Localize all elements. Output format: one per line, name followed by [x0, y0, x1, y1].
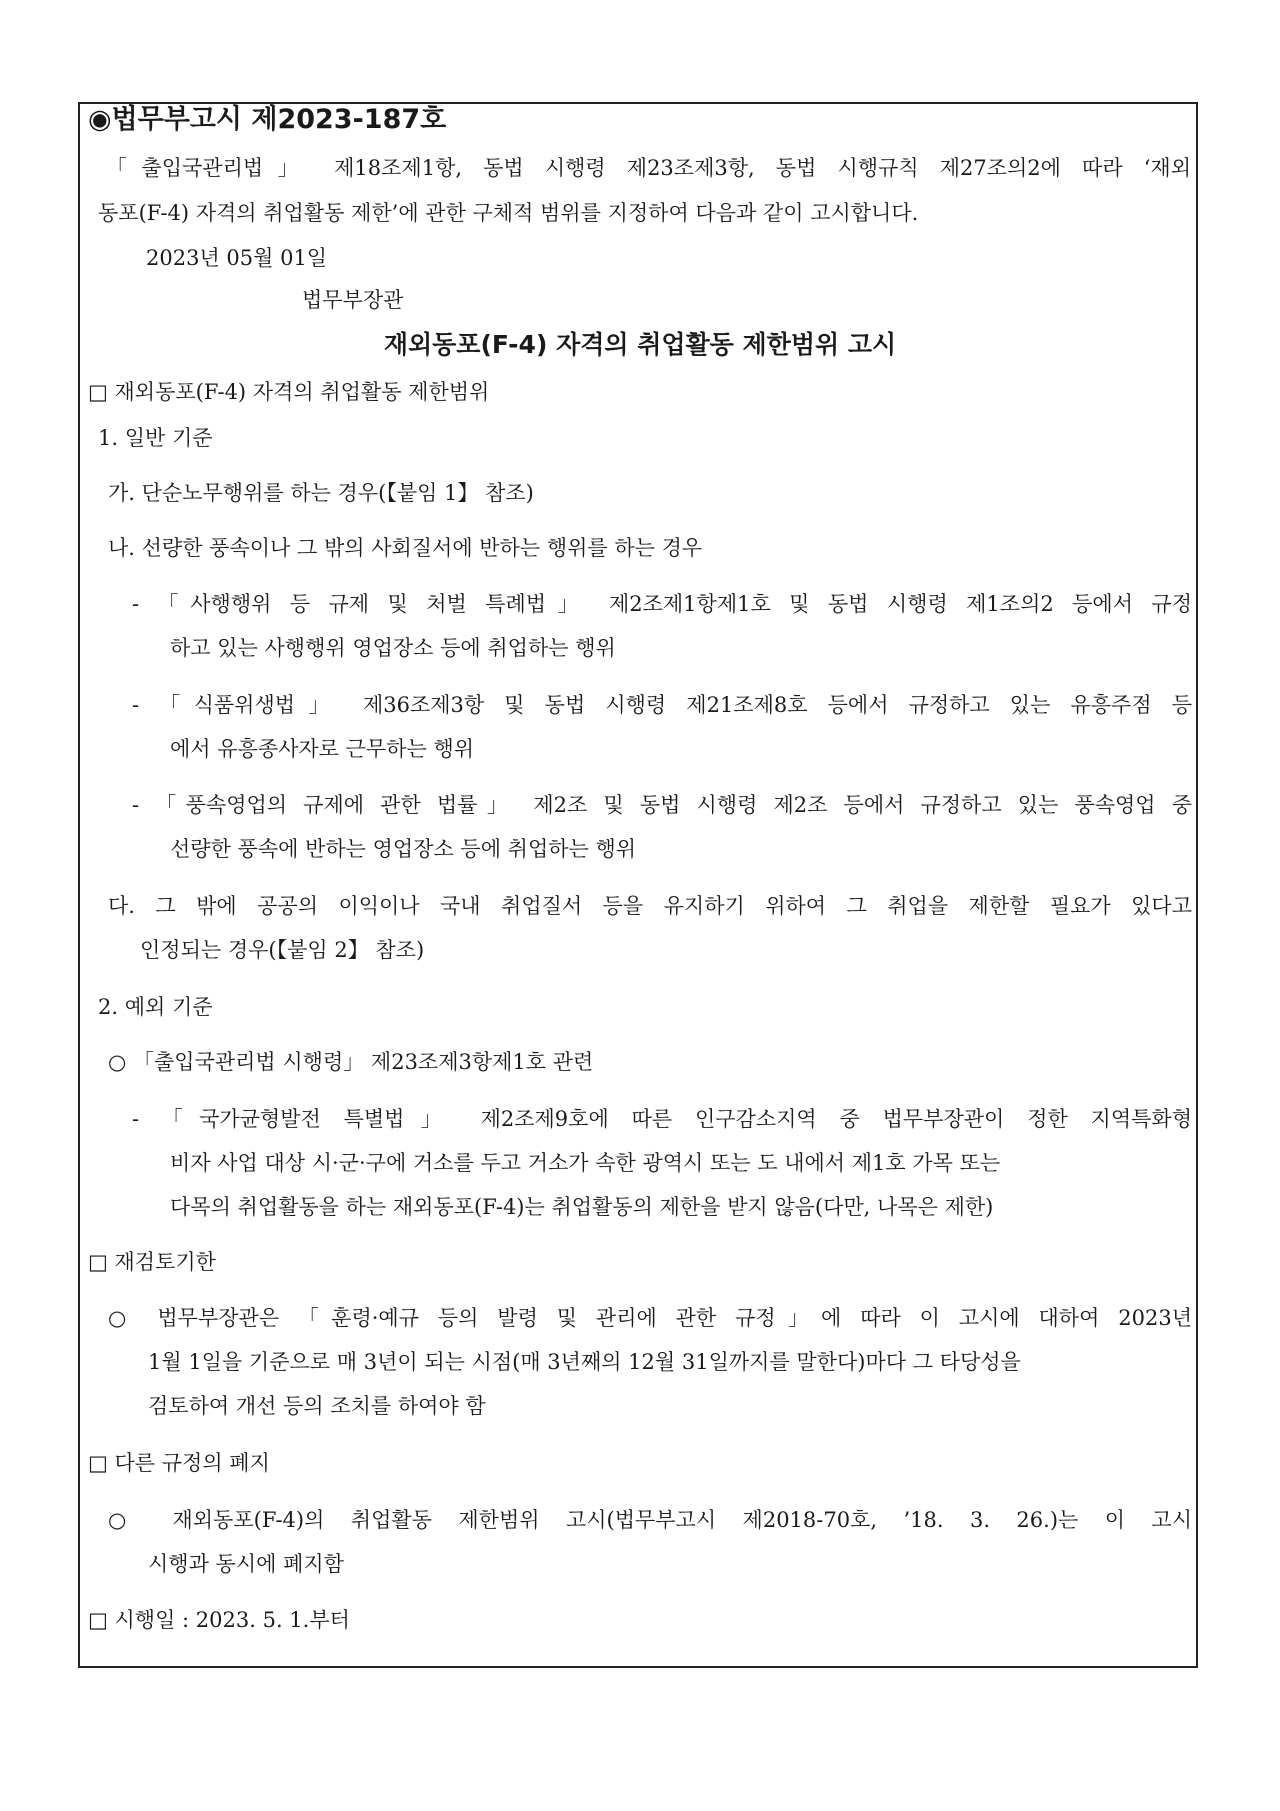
review-line-3: 검토하여 개선 등의 조치를 하여야 함: [148, 1394, 486, 1418]
review-line-2: 1월 1일을 기준으로 매 3년이 되는 시점(매 3년째의 12월 31일까지를 말한다)마다 그 타당성을: [148, 1350, 1021, 1374]
notice-date: 2023년 05월 01일: [146, 246, 328, 270]
section-review-heading: □ 재검토기한: [88, 1250, 216, 1274]
exception-detail-line-1: - 「국가균형발전 특별법」 제2조제9호에 따른 인구감소지역 중 법무부장관이 정한 지역특화형: [132, 1107, 1192, 1131]
item-na: 나. 선량한 풍속이나 그 밖의 사회질서에 반하는 행위를 하는 경우: [108, 536, 703, 560]
section-repeal-heading: □ 다른 규정의 폐지: [88, 1451, 270, 1475]
na-sub-3-line-2: 선량한 풍속에 반하는 영업장소 등에 취업하는 행위: [170, 837, 637, 861]
review-line-1: ○ 법무부장관은 「훈령·예규 등의 발령 및 관리에 관한 규정」에 따라 이 고시에 대하여 2023년: [108, 1306, 1192, 1330]
effective-date: □ 시행일 : 2023. 5. 1.부터: [88, 1608, 350, 1632]
item-ga: 가. 단순노무행위를 하는 경우(【붙임 1】 참조): [108, 481, 534, 505]
na-sub-1-line-2: 하고 있는 사행행위 영업장소 등에 취업하는 행위: [170, 636, 616, 660]
notice-issuer: 법무부장관: [302, 288, 404, 312]
na-sub-1-line-1: - 「사행행위 등 규제 및 처벌 특례법」 제2조제1항제1호 및 동법 시행령 제1조의2 등에서 규정: [132, 592, 1192, 616]
na-sub-2-line-1: - 「식품위생법」 제36조제3항 및 동법 시행령 제21조제8호 등에서 규정하고 있는 유흥주점 등: [132, 693, 1192, 717]
intro-line-1: 「출입국관리법」 제18조제1항, 동법 시행령 제23조제3항, 동법 시행규칙 제27조의2에 따라 ‘재외: [106, 156, 1191, 180]
repeal-line-1: ○ 재외동포(F-4)의 취업활동 제한범위 고시(법무부고시 제2018-70호, ’18. 3. 26.)는 이 고시: [108, 1508, 1192, 1532]
item-da-line-2: 인정되는 경우(【붙임 2】 참조): [140, 938, 425, 962]
repeal-line-2: 시행과 동시에 폐지함: [148, 1552, 344, 1576]
general-criteria-heading: 1. 일반 기준: [98, 426, 213, 450]
exception-criteria-heading: 2. 예외 기준: [98, 995, 213, 1019]
item-da-line-1: 다. 그 밖에 공공의 이익이나 국내 취업질서 등을 유지하기 위하여 그 취업을 제한할 필요가 있다고: [108, 894, 1192, 918]
na-sub-3-line-1: - 「풍속영업의 규제에 관한 법률」 제2조 및 동법 시행령 제2조 등에서 규정하고 있는 풍속영업 중: [132, 793, 1192, 817]
notice-title: 재외동포(F-4) 자격의 취업활동 제한범위 고시: [383, 330, 897, 359]
exception-item: ○ 「출입국관리법 시행령」 제23조제3항제1호 관련: [108, 1050, 594, 1074]
intro-line-2: 동포(F-4) 자격의 취업활동 제한’에 관한 구체적 범위를 지정하여 다음과 같이 고시합니다.: [98, 201, 919, 225]
exception-detail-line-2: 비자 사업 대상 시·군·구에 거소를 두고 거소가 속한 광역시 또는 도 내에서 제1호 가목 또는: [170, 1151, 1001, 1175]
exception-detail-line-3: 다목의 취업활동을 하는 재외동포(F-4)는 취업활동의 제한을 받지 않음(다만, 나목은 제한): [170, 1195, 994, 1219]
section-scope-heading: □ 재외동포(F-4) 자격의 취업활동 제한범위: [88, 380, 490, 404]
notice-number: ◉법무부고시 제2023-187호: [88, 104, 447, 135]
na-sub-2-line-2: 에서 유흥종사자로 근무하는 행위: [170, 737, 475, 761]
